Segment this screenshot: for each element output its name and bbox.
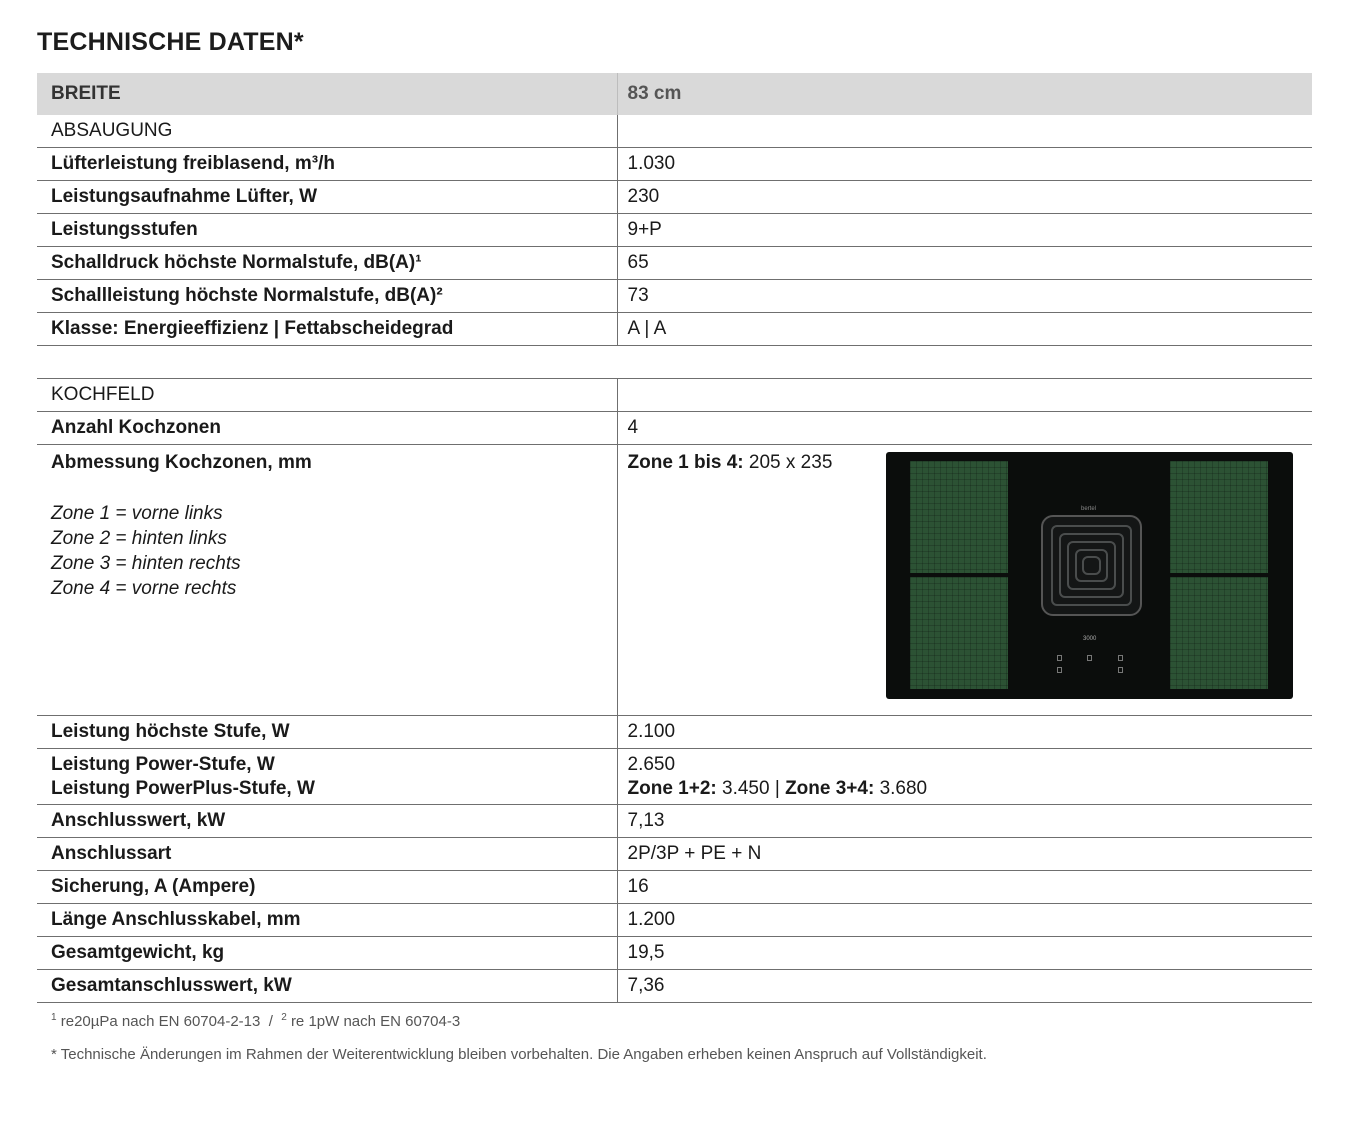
touch-control-icon xyxy=(1057,667,1062,673)
cooking-zone-front-left xyxy=(910,577,1008,689)
footnote-text: re20µPa nach EN 60704-2-13 xyxy=(60,1013,261,1030)
row-value: 2P/3P + PE + N xyxy=(617,838,1312,871)
table-row xyxy=(37,148,1312,181)
row-value xyxy=(617,749,1312,805)
row-value: 9+P xyxy=(617,214,1312,247)
value-text: 205 x 235 xyxy=(748,452,833,473)
table-row xyxy=(37,716,1312,749)
cooktop-image xyxy=(886,452,1293,699)
section-label: KOCHFELD xyxy=(37,379,617,412)
zone-legend xyxy=(51,501,603,601)
footnote-mark: 1 xyxy=(51,1012,57,1023)
footnote-mark: 2 xyxy=(281,1012,287,1023)
row-label: Schalldruck höchste Normalstufe, dB(A)¹ xyxy=(37,247,617,280)
control-display: 3000 xyxy=(1083,636,1097,642)
table-row xyxy=(37,937,1312,970)
powerplus-label: Leistung PowerPlus-Stufe, W xyxy=(51,778,315,799)
brand-logo: bertel xyxy=(1081,506,1097,512)
zone34-value: 3.680 xyxy=(879,778,928,799)
section-label: ABSAUGUNG xyxy=(37,115,617,148)
table-row-breite xyxy=(37,73,1312,115)
page-title: TECHNISCHE DATEN* xyxy=(37,28,304,56)
section-header-kochfeld xyxy=(37,379,1312,412)
row-value: 19,5 xyxy=(617,937,1312,970)
touch-control-icon xyxy=(1118,667,1123,673)
row-label xyxy=(37,749,617,805)
zone-legend-item: Zone 3 = hinten rechts xyxy=(51,553,241,574)
table-row xyxy=(37,838,1312,871)
row-label: Anschlusswert, kW xyxy=(37,805,617,838)
cooking-zone-back-right xyxy=(1170,461,1268,573)
row-value: A | A xyxy=(617,313,1312,346)
cooking-zone-back-left xyxy=(910,461,1008,573)
row-value xyxy=(617,379,1312,412)
touch-control-icon xyxy=(1057,655,1062,661)
zone12-value: 3.450 xyxy=(722,778,770,799)
row-value xyxy=(617,115,1312,148)
row-label: Schallleistung höchste Normalstufe, dB(A)² xyxy=(37,280,617,313)
zone12-label: Zone 1+2: xyxy=(627,778,717,799)
table-row xyxy=(37,280,1312,313)
row-value: 7,36 xyxy=(617,970,1312,1003)
abmessung-label: Abmessung Kochzonen, mm xyxy=(51,452,312,473)
row-label: Anzahl Kochzonen xyxy=(37,412,617,445)
table-row xyxy=(37,313,1312,346)
row-label: Gesamtgewicht, kg xyxy=(37,937,617,970)
row-label: Klasse: Energieeffizienz | Fettabscheidegrad xyxy=(37,313,617,346)
row-label: Sicherung, A (Ampere) xyxy=(37,871,617,904)
table-row xyxy=(37,214,1312,247)
separator: | xyxy=(774,778,780,799)
power-label: Leistung Power-Stufe, W xyxy=(51,754,275,775)
touch-control-icon xyxy=(1087,655,1092,661)
footnote-text: re 1pW nach EN 60704-3 xyxy=(290,1013,461,1030)
row-value: 1.200 xyxy=(617,904,1312,937)
row-label: Länge Anschlusskabel, mm xyxy=(37,904,617,937)
disclaimer: * Technische Änderungen im Rahmen der Weiterentwicklung bleiben vorbehalten. Die Angaben erheben keinen Anspruch auf Vollständigkeit. xyxy=(51,1046,987,1063)
row-label: Gesamtanschlusswert, kW xyxy=(37,970,617,1003)
row-label: Leistungsaufnahme Lüfter, W xyxy=(37,181,617,214)
row-label: Leistung höchste Stufe, W xyxy=(37,716,617,749)
zone-legend-item: Zone 4 = vorne rechts xyxy=(51,578,237,599)
zone-legend-item: Zone 1 = vorne links xyxy=(51,503,223,524)
footnote-measurement xyxy=(51,1012,460,1030)
absaugung-table xyxy=(37,73,1312,346)
row-label: Leistungsstufen xyxy=(37,214,617,247)
row-value: 2.100 xyxy=(617,716,1312,749)
extractor-vent xyxy=(1041,515,1142,616)
value-bold-label: Zone 1 bis 4: xyxy=(627,452,744,473)
row-value: 83 cm xyxy=(617,73,1312,115)
row-value: 230 xyxy=(617,181,1312,214)
table-row xyxy=(37,970,1312,1003)
footnote-separator: / xyxy=(268,1013,273,1030)
row-label xyxy=(37,445,617,716)
section-header-absaugung xyxy=(37,115,1312,148)
zone34-label: Zone 3+4: xyxy=(785,778,875,799)
row-label: BREITE xyxy=(37,73,617,115)
table-row xyxy=(37,871,1312,904)
row-value: 7,13 xyxy=(617,805,1312,838)
table-row-power xyxy=(37,749,1312,805)
row-value: 73 xyxy=(617,280,1312,313)
row-value: 4 xyxy=(617,412,1312,445)
touch-control-icon xyxy=(1118,655,1123,661)
row-value: 65 xyxy=(617,247,1312,280)
table-row xyxy=(37,247,1312,280)
row-label: Lüfterleistung freiblasend, m³/h xyxy=(37,148,617,181)
row-value: 16 xyxy=(617,871,1312,904)
row-value: 1.030 xyxy=(617,148,1312,181)
table-row xyxy=(37,904,1312,937)
table-row xyxy=(37,412,1312,445)
table-row xyxy=(37,181,1312,214)
row-label: Anschlussart xyxy=(37,838,617,871)
zone-legend-item: Zone 2 = hinten links xyxy=(51,528,227,549)
cooking-zone-front-right xyxy=(1170,577,1268,689)
power-value: 2.650 xyxy=(627,754,676,775)
table-row xyxy=(37,805,1312,838)
powerplus-value xyxy=(628,777,1299,801)
